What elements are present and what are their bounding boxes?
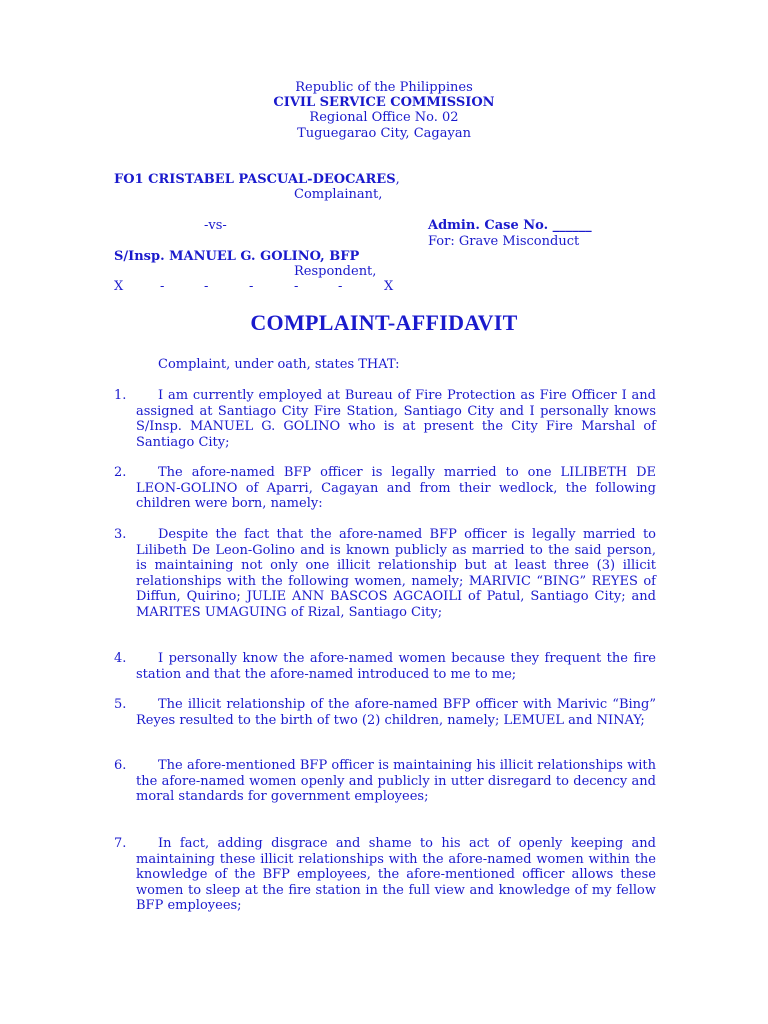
paragraph-1 (114, 388, 656, 450)
case-number-label: Admin. Case No. ______ (428, 218, 592, 233)
paragraph-number: 4. (114, 651, 127, 666)
separator-dash: - (338, 279, 343, 294)
paragraph-text: I am currently employed at Bureau of Fire Protection as Fire Officer I and assigned at Santiago City Fire Station, Santiago City and I personally knows S/Insp. MANUEL G. GOLINO who is at present the City Fire Marshal of Santiago City; (136, 388, 656, 450)
paragraph-text: I personally know the afore-named women because they frequent the fire station and that the afore-named introduced to me to me; (136, 651, 656, 682)
paragraph-number: 7. (114, 836, 127, 851)
paragraph-number: 6. (114, 758, 127, 773)
intro-statement: Complaint, under oath, states THAT: (158, 357, 400, 372)
paragraph-6 (114, 758, 656, 805)
paragraph-text: The afore-named BFP officer is legally married to one LILIBETH DE LEON-GOLINO of Aparri, Cagayan and from their wedlock, the following children were born, namely: (136, 465, 656, 512)
complainant-line (114, 172, 400, 188)
header-commission: CIVIL SERVICE COMMISSION (273, 95, 495, 110)
paragraph-number: 5. (114, 697, 127, 712)
versus-label: -vs- (204, 218, 227, 233)
separator-dash: - (294, 279, 299, 294)
document-title: COMPLAINT-AFFIDAVIT (250, 310, 518, 335)
paragraph-number: 3. (114, 527, 127, 542)
paragraph-number: 1. (114, 388, 127, 403)
header-city: Tuguegarao City, Cagayan (297, 126, 471, 141)
separator-dash: - (204, 279, 209, 294)
paragraph-2 (114, 465, 656, 512)
separator-x-right: X (384, 279, 394, 294)
case-for-label: For: Grave Misconduct (428, 234, 580, 249)
paragraph-5 (114, 697, 656, 728)
paragraph-7 (114, 836, 656, 914)
paragraph-number: 2. (114, 465, 127, 480)
paragraph-text: The afore-mentioned BFP officer is maintaining his illicit relationships with the afore-named women openly and publicly in utter disregard to decency and moral standards for government employees; (136, 758, 656, 805)
paragraph-text: Despite the fact that the afore-named BFP officer is legally married to Lilibeth De Leon-Golino and is known publicly as married to the said person, is maintaining not only one illicit relationship but at least three (3) illicit relationships with the following women, namely; MARIVIC “BING” REYES of Diffun, Quirino; JULIE ANN BASCOS AGCAOILI of Patul, Santiago City; and MARITES UMAGUING of Rizal, Santiago City; (136, 527, 656, 620)
paragraph-text: In fact, adding disgrace and shame to his act of openly keeping and maintaining these illicit relationships with the afore-named women within the knowledge of the BFP employees, the afore-mentioned officer allows these women to sleep at the fire station in the full view and knowledge of my fellow BFP employees; (136, 836, 656, 914)
separator-dash: - (249, 279, 254, 294)
header-regional-office: Regional Office No. 02 (309, 110, 459, 125)
header-republic: Republic of the Philippines (295, 80, 473, 95)
complainant-name: FO1 CRISTABEL PASCUAL-DEOCARES (114, 172, 396, 187)
complainant-comma: , (395, 172, 400, 187)
respondent-label: Respondent, (294, 264, 377, 279)
caption-separator (114, 279, 404, 295)
separator-dash: - (160, 279, 165, 294)
separator-x-left: X (114, 279, 124, 294)
complainant-label: Complainant, (294, 187, 383, 202)
paragraph-3 (114, 527, 656, 621)
paragraph-4 (114, 651, 656, 682)
respondent-name: S/Insp. MANUEL G. GOLINO, BFP (114, 249, 360, 264)
paragraph-text: The illicit relationship of the afore-named BFP officer with Marivic “Bing” Reyes resulted to the birth of two (2) children, namely; LEMUEL and NINAY; (136, 697, 656, 728)
